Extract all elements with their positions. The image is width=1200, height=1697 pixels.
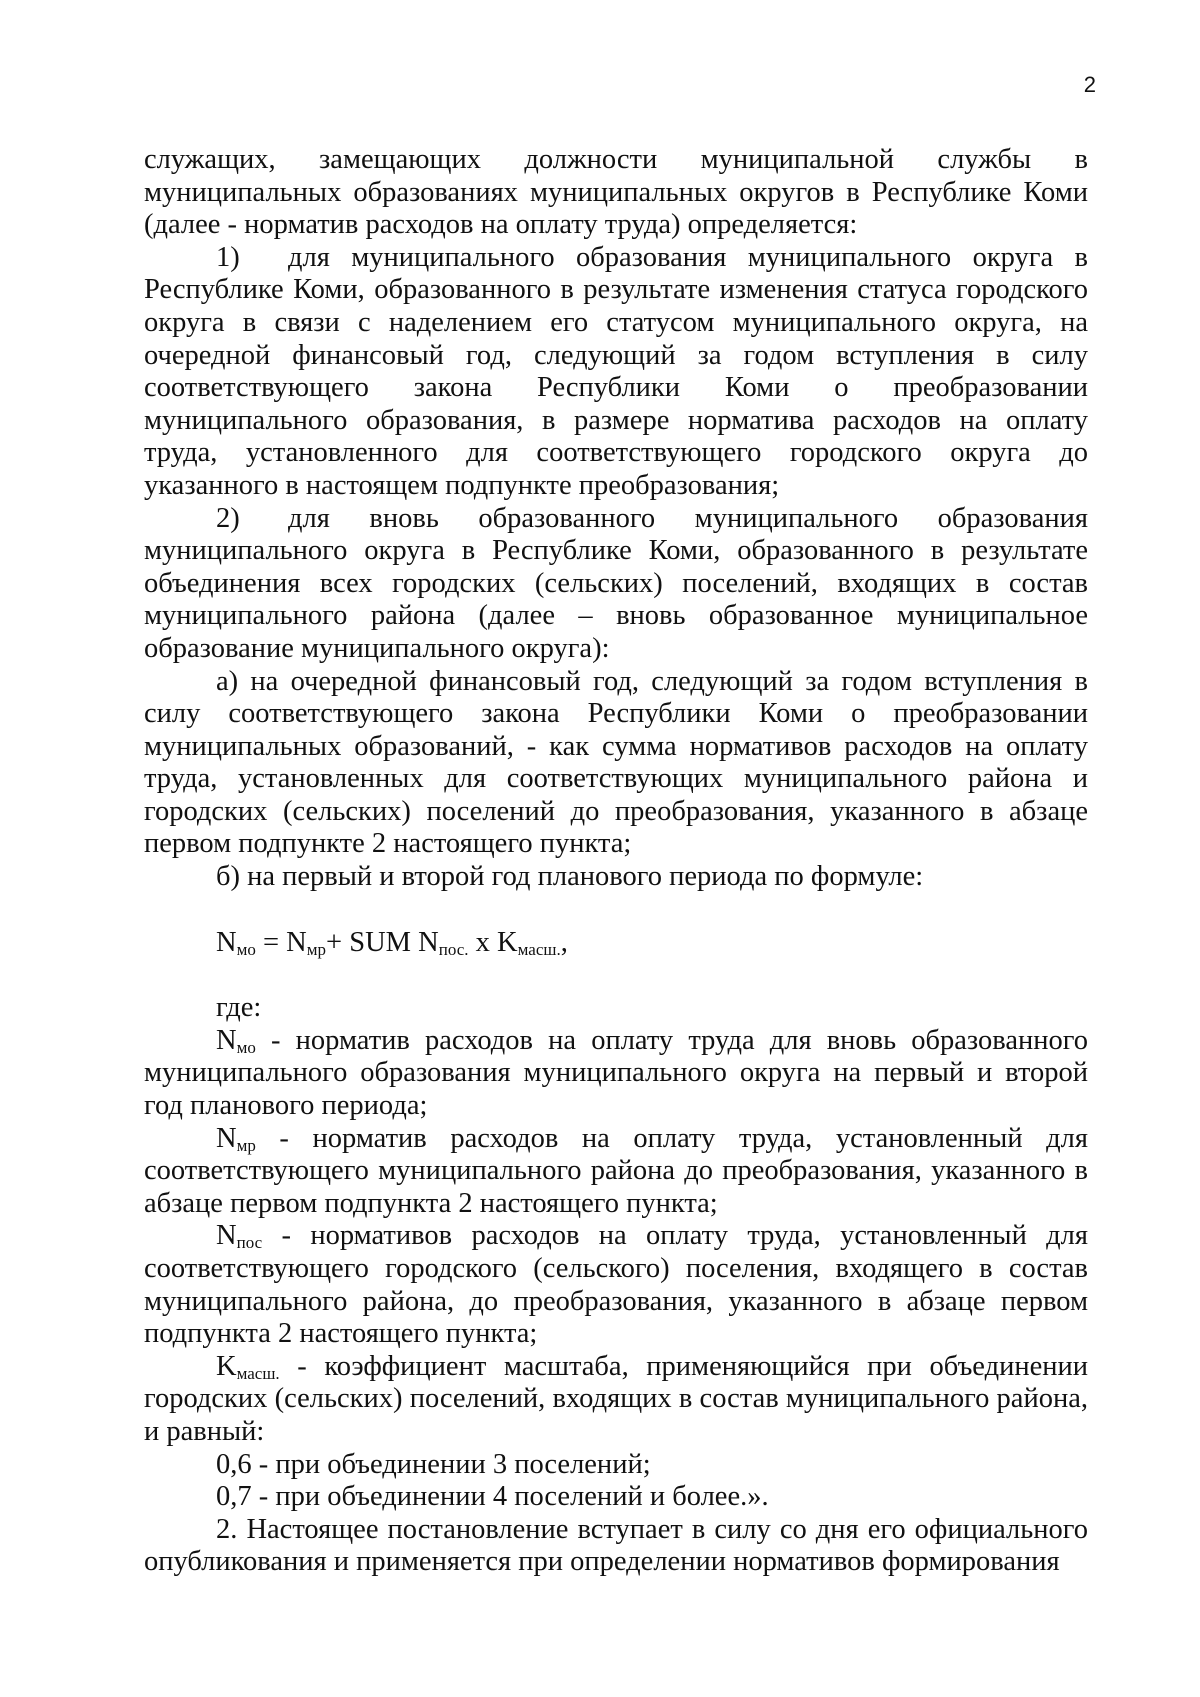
- subitem-1: [144, 242, 1088, 503]
- subitem-2: [144, 503, 1088, 666]
- subitem-2b: б) на первый и второй год планового периода по формуле:: [216, 861, 924, 893]
- page-number: 2: [1083, 72, 1096, 97]
- definition-k-masc: $K_{масш.}$ - коэффициент масштаба, применяющийся при объединении городских (сельских) поселений, входящих в состав муниципального района, и равный:: [144, 1350, 1088, 1447]
- definition-n-mo: $N_{мо}$ - норматив расходов на оплату труда для вновь образованного муниципального образования муниципального округа на первый и второй год планового периода;: [144, 1024, 1088, 1122]
- subitem-2a: а) на очередной финансовый год, следующий за годом вступления в силу соответствующего закона Республики Коми о преобразовании муниципальных образований, - как сумма нормативов расходов на оплату труда, установленных для соответствующих муниципального района и городских (сельских) поселений до преобразования, указанного в абзаце первом подпункте 2 настоящего пункта;: [144, 665, 1088, 860]
- clause-2: 2. Настоящее постановление вступает в силу со дня его официального опубликования и применяется при определении нормативов формирования: [144, 1513, 1088, 1578]
- formula: $N_{мо} = N_{мр}+$ SUM $N_{пос.}$ x $K_{масш.}$,: [216, 926, 568, 959]
- subitem-1-text: для муниципального образования муниципального округа в Республике Коми, образованного в результате изменения статуса городского округа в связи с наделением его статусом муниципального округа, на очередной финансовый год, следующий за годом вступления в силу соответствующего закона Республики Коми о преобразовании муниципального образования, в размере норматива расходов на оплату труда, установленного для соответствующего городского округа до указанного в настоящем подпункте преобразования;: [144, 241, 1088, 501]
- subitem-2-number: 2): [216, 502, 240, 534]
- coefficient-value-1: 0,6 - при объединении 3 поселений;: [216, 1448, 651, 1480]
- document-body: [144, 144, 1088, 1579]
- definition-n-mr: $N_{мр}$ - норматив расходов на оплату труда, установленный для соответствующего муниципального района до преобразования, указанного в абзаце первом подпункта 2 настоящего пункта;: [144, 1122, 1088, 1219]
- paragraph-continuation: служащих, замещающих должности муниципальной службы в муниципальных образованиях муниципальных округов в Республике Коми (далее - норматив расходов на оплату труда) определяется:: [144, 144, 1088, 241]
- subitem-1-number: 1): [216, 241, 240, 273]
- coefficient-value-2: 0,7 - при объединении 4 поселений и более.».: [216, 1481, 769, 1513]
- where-label: где:: [216, 992, 262, 1024]
- definition-n-pos: $N_{пос}$ - нормативов расходов на оплату труда, установленный для соответствующего городского (сельского) поселения, входящего в состав муниципального района, до преобразования, указанного в абзаце первом подпункта 2 настоящего пункта;: [144, 1220, 1088, 1350]
- subitem-2-text: для вновь образованного муниципального образования муниципального округа в Республике Коми, образованного в результате объединения всех городских (сельских) поселений, входящих в состав муниципального района (далее – вновь образованное муниципальное образование муниципального округа):: [144, 502, 1088, 664]
